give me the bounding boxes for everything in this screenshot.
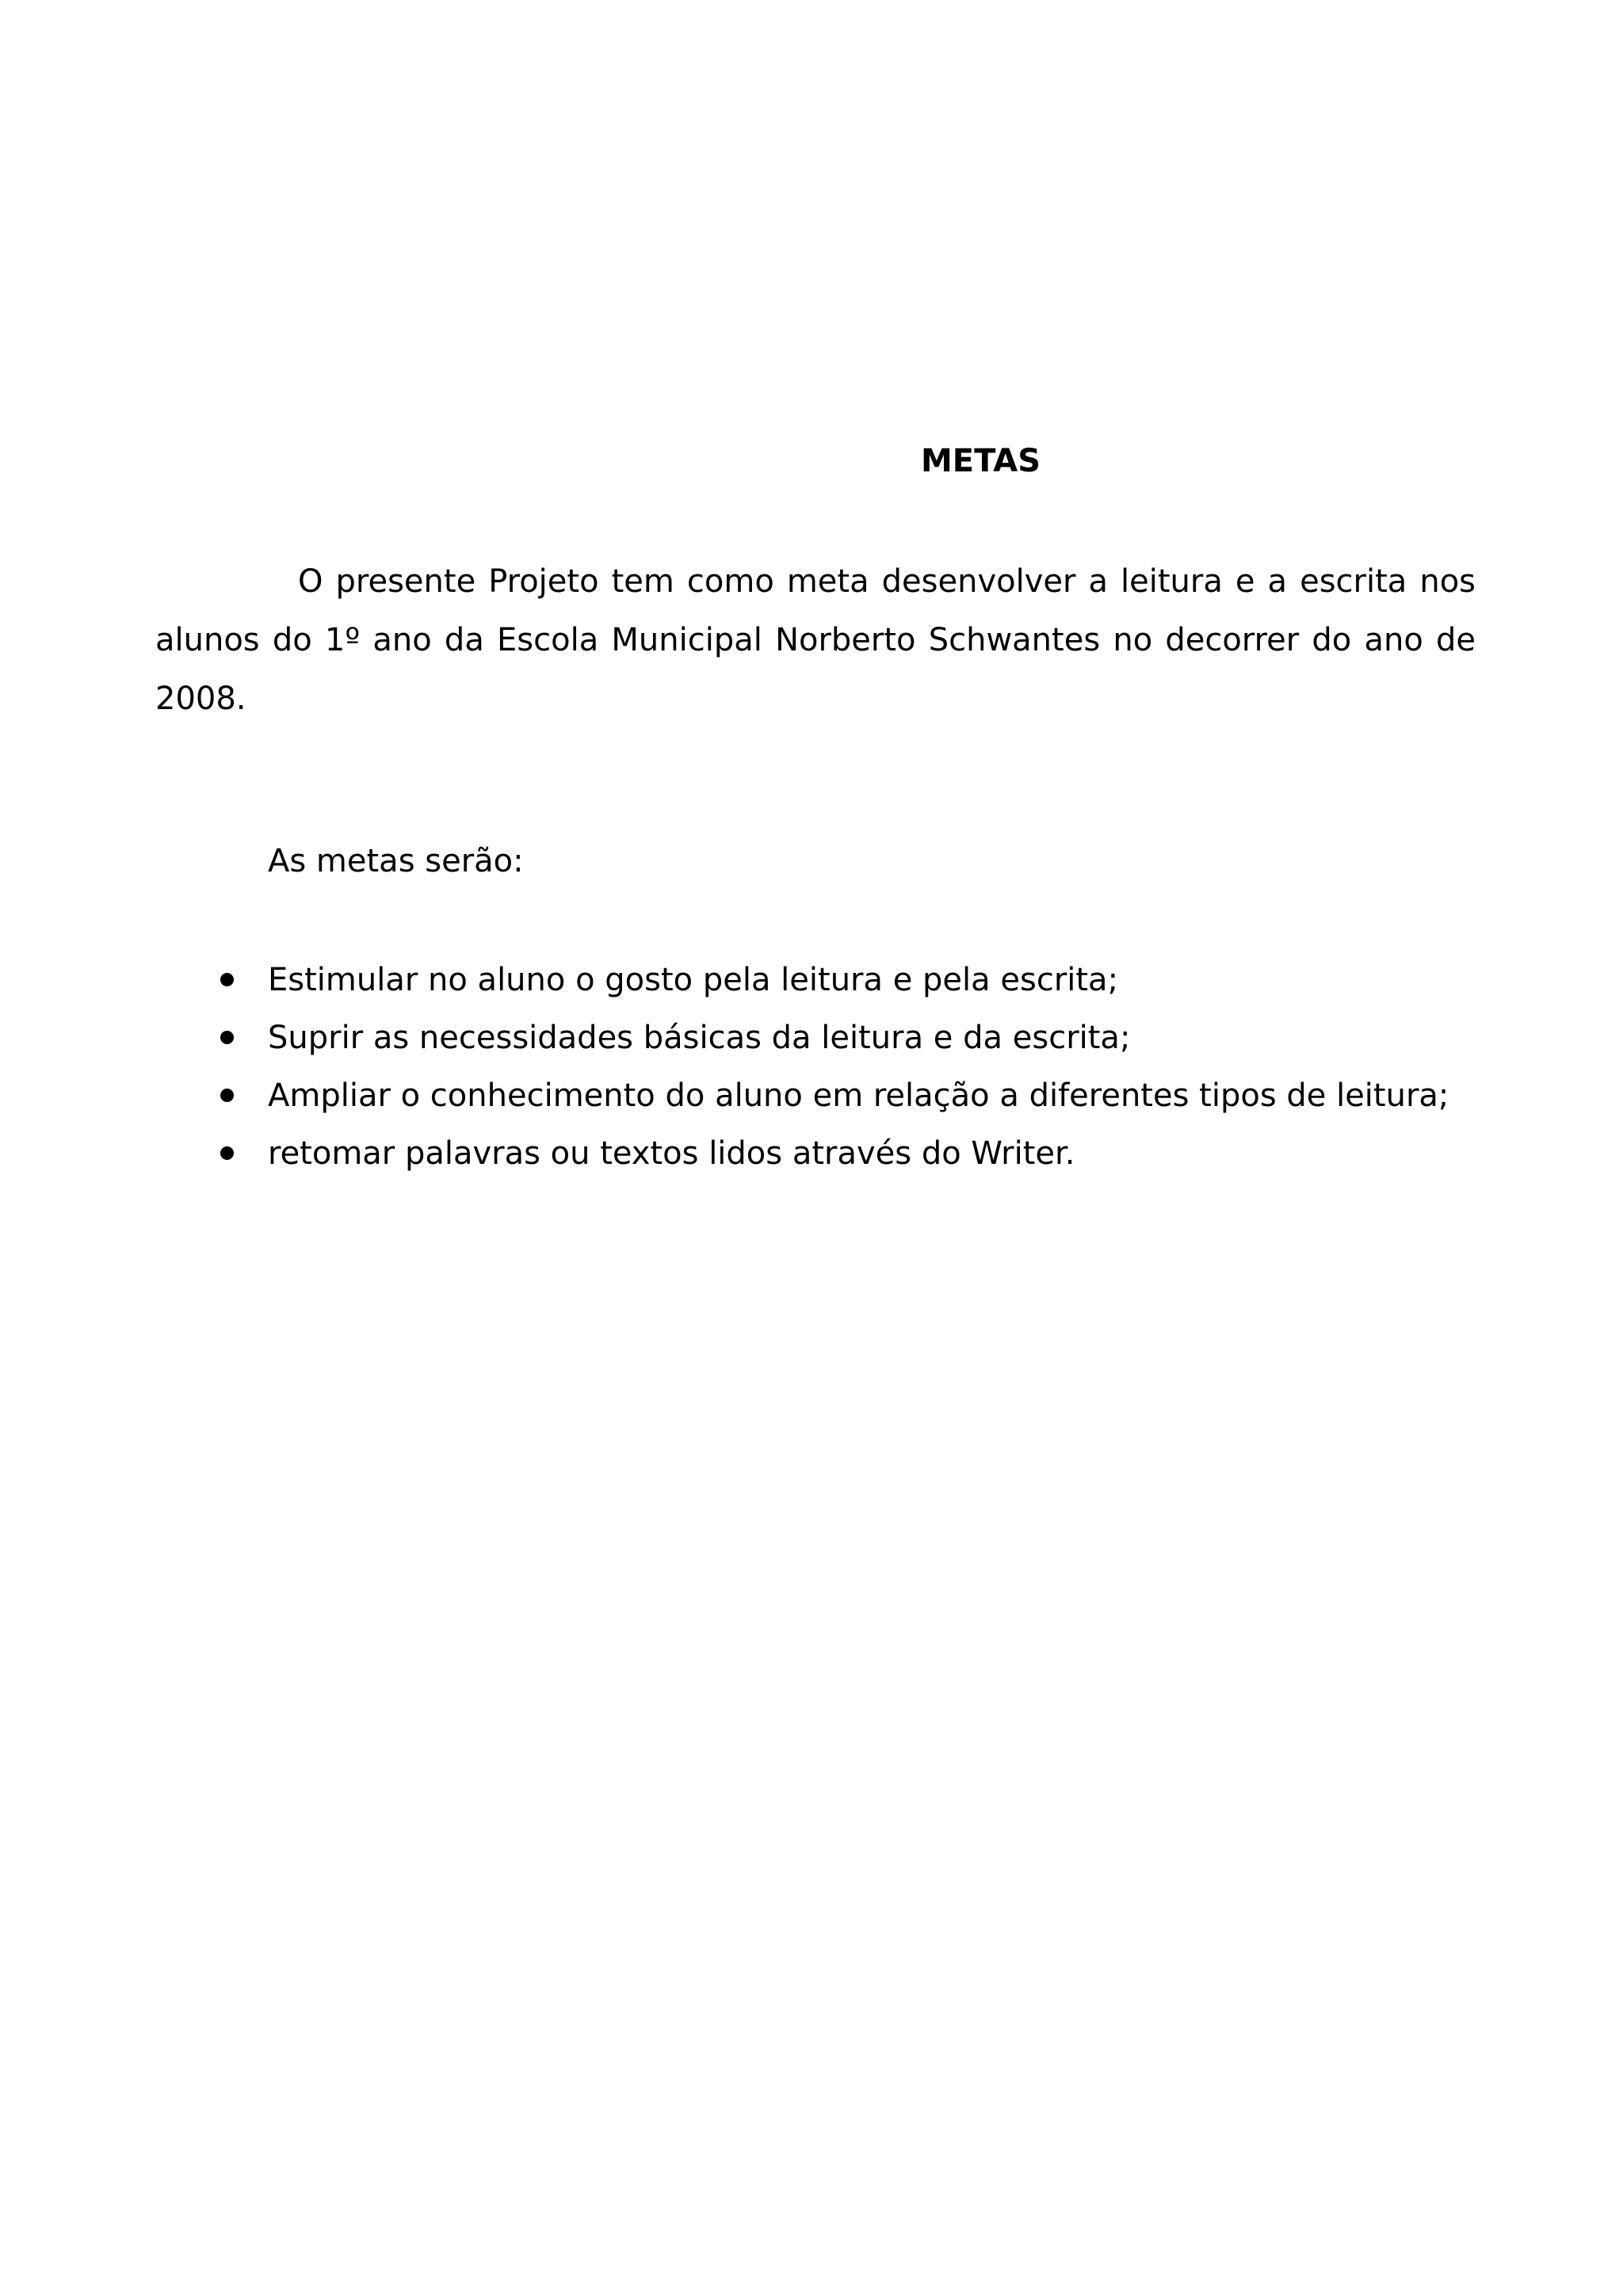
goal-paragraph: O presente Projeto tem como meta desenvolver a leitura e a escrita nos alunos do 1º ano da Escola Municipal Norberto Schwantes no decorrer do ano de 2008. xyxy=(155,563,1476,717)
goal-text: Ampliar o conhecimento do aluno em relação a diferentes tipos de leitura; xyxy=(268,1077,1449,1114)
goal-text: Estimular no aluno o gosto pela leitura e pela escrita; xyxy=(268,962,1119,998)
goal-text: Suprir as necessidades básicas da leitura e da escrita; xyxy=(268,1020,1131,1056)
goal-text: retomar palavras ou textos lidos através do Writer. xyxy=(268,1135,1075,1172)
bullet-icon xyxy=(220,1031,234,1044)
page-title: METAS xyxy=(921,443,1041,479)
bullet-icon xyxy=(220,1089,234,1102)
bullet-icon xyxy=(220,1146,234,1160)
goals-intro: As metas serão: xyxy=(268,843,524,879)
bullet-icon xyxy=(220,973,234,986)
